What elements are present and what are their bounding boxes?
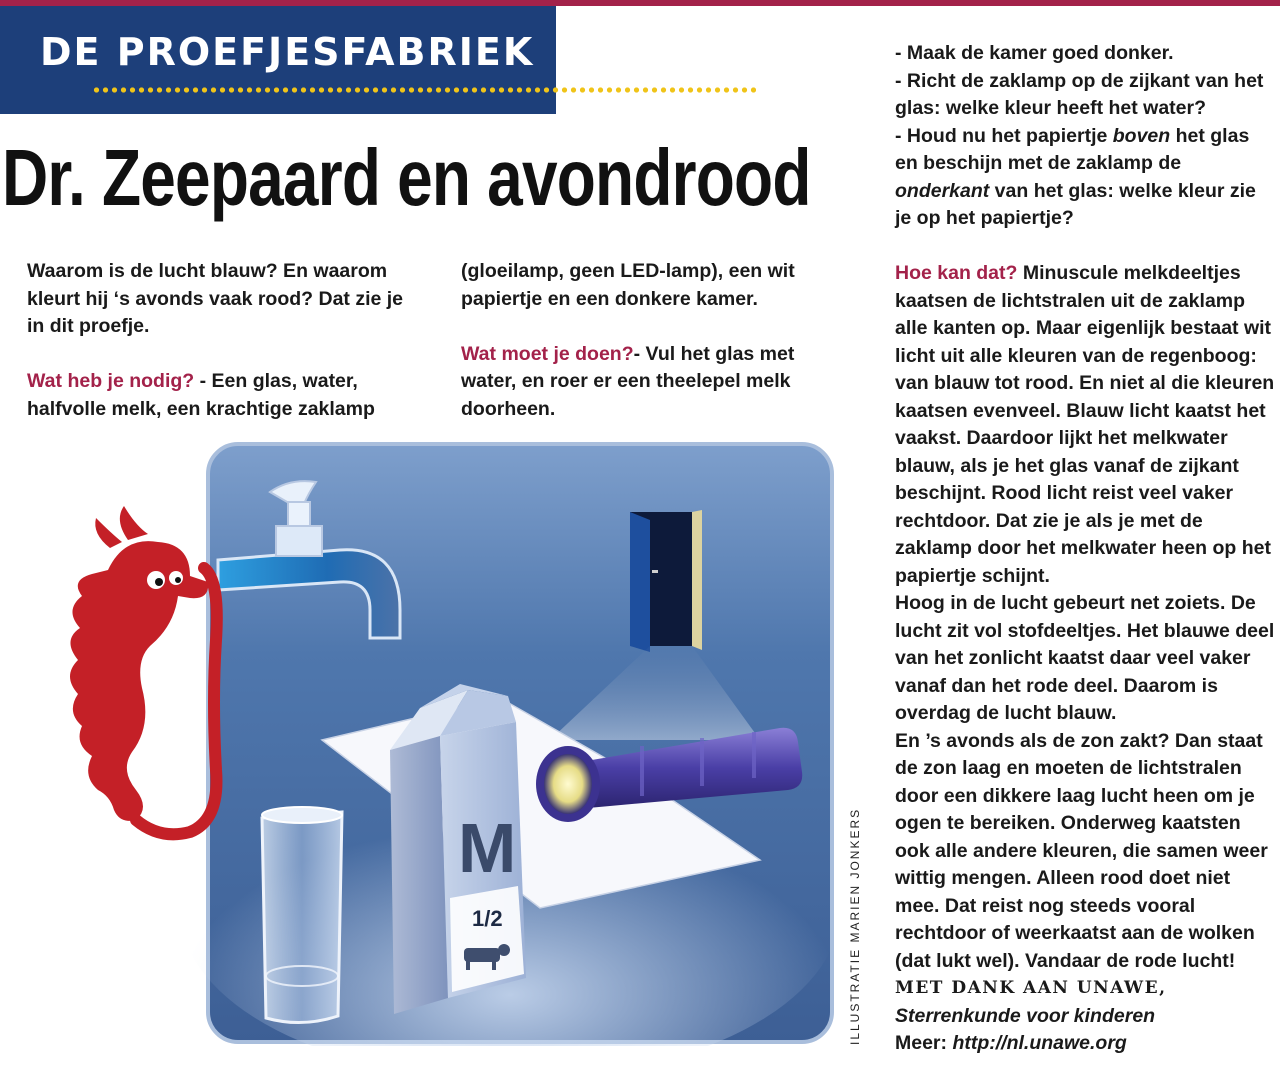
needs-continued: (gloeilamp, geen LED-lamp), een wit papiertje en een donkere kamer. — [461, 260, 795, 310]
column-intro — [27, 258, 417, 423]
todo-text: - Vul het glas met water, en roer er een theelepel melk doorheen. — [461, 342, 795, 420]
needs-label: Wat heb je nodig? — [27, 370, 195, 392]
needs-text: - Een glas, water, halfvolle melk, een krachtige zaklamp — [27, 370, 375, 420]
explanation-paragraph-3: En ’s avonds als de zon zakt? Dan staat de zon laag en moeten de lichtstralen door een dikkere laag lucht heen om je ogen te bereiken. Onderweg kaatsten ook alle andere kleuren, die samen weer wittig mengen. Alleen rood doet niet mee. Dat reist nog steeds vooral rechtdoor of weerkaatst aan de wolken (dat lukt wel). Vandaar de rode lucht! — [895, 729, 1268, 972]
organization-name: Sterrenkunde voor kinderen — [895, 1004, 1156, 1027]
door-icon — [630, 510, 702, 652]
organization-credit — [895, 1003, 1275, 1031]
explanation-paragraph-1 — [895, 260, 1275, 590]
step-3-emphasis-boven: boven — [1112, 124, 1171, 147]
step-3 — [895, 123, 1275, 233]
step-3-part-c: van het glas: welke kleur zie je op het papiertje? — [895, 179, 1256, 229]
dotted-divider — [92, 86, 756, 94]
step-3-part-a: - Houd nu het papiertje — [895, 124, 1113, 147]
thanks-credit: MET DANK AAN UNAWE, — [895, 978, 1167, 998]
glass-icon — [262, 807, 342, 1023]
more-info-line — [895, 1030, 1275, 1058]
explanation-label: Hoe kan dat? — [895, 262, 1018, 284]
explanation-text: Minuscule melkdeeltjes kaatsen de lichtstralen uit de zaklamp alle kanten op. Maar eigenlijk bestaat wit licht uit alle kleuren van de regenboog: van blauw tot rood. En niet al die kleuren kaatsen evenveel. Blauw licht kaatst het vaakst. Daardoor lijkt het melkwater blauw, als je het glas vanaf de zijkant beschijnt. Rood licht reist veel vaker rechtdoor. Dat zie je als je met de zaklamp door het melkwater heen op het papiertje schijnt. — [895, 262, 1275, 587]
column-materials — [461, 258, 851, 423]
article-headline: Dr. Zeepaard en avondrood — [2, 133, 811, 222]
column-explanation — [895, 40, 1275, 1058]
todo-paragraph — [461, 341, 851, 424]
illustration-scene — [40, 440, 836, 1046]
needs-paragraph — [27, 368, 417, 423]
seahorse-mascot-icon — [70, 506, 217, 834]
explanation-paragraph-2: Hoog in de lucht gebeurt net zoiets. De lucht zit vol stofdeeltjes. Het blauwe deel van het zonlicht kaatst daar veel vaker vanaf dan het rode deel. Daarom is overdag de lucht blauw. — [895, 592, 1275, 724]
todo-label: Wat moet je doen? — [461, 342, 634, 365]
illustration-credit: ILLUSTRATIE MARIEN JONKERS — [848, 807, 862, 1045]
step-2: - Richt de zaklamp op de zijkant van het glas: welke kleur heeft het water? — [895, 69, 1264, 119]
milk-carton-icon — [390, 684, 526, 1014]
series-title: DE PROEFJESFABRIEK — [40, 30, 535, 74]
carton-fraction: 1/2 — [472, 906, 503, 931]
step-3-emphasis-onderkant: onderkant — [895, 179, 990, 202]
more-label: Meer: — [895, 1032, 953, 1054]
step-3-part-b: het glas en beschijn met de zaklamp de — [895, 124, 1250, 174]
unawe-link[interactable]: http://nl.unawe.org — [952, 1032, 1127, 1054]
intro-paragraph: Waarom is de lucht blauw? En waarom kleurt hij ‘s avonds vaak rood? Dat zie je in dit proefje. — [27, 260, 404, 337]
step-1: - Maak de kamer goed donker. — [895, 42, 1174, 64]
series-banner — [0, 6, 556, 114]
carton-letter: M — [458, 809, 517, 887]
